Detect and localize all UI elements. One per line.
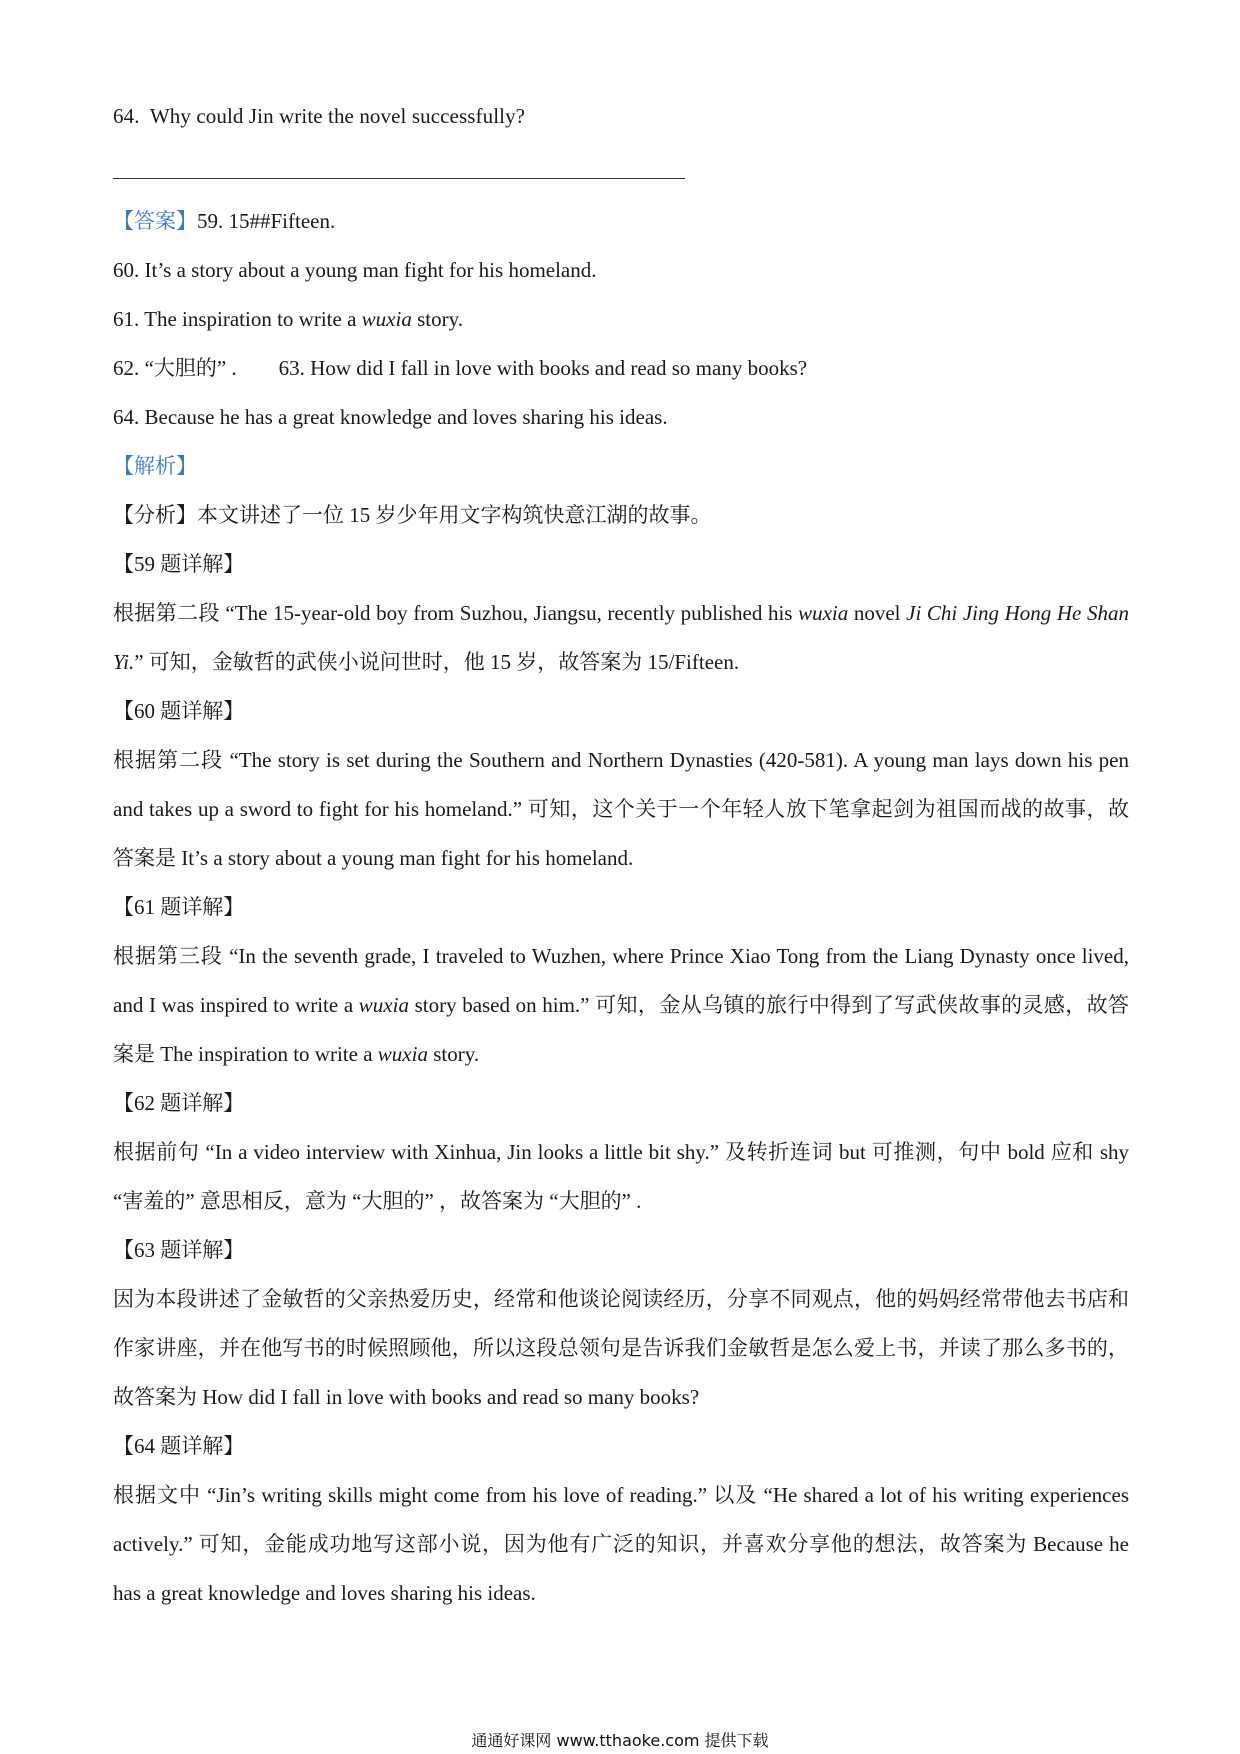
detail-63-heading: 【63 题详解】 (113, 1238, 245, 1262)
answer-59: 59. 15##Fifteen. (197, 209, 336, 233)
answer-59-line (113, 197, 1129, 246)
answer-blank-line (113, 178, 685, 179)
analysis-summary: 【分析】本文讲述了一位 15 岁少年用文字构筑快意江湖的故事。 (113, 503, 712, 527)
question-text: Why could Jin write the novel successfully? (149, 104, 526, 128)
solution-content (113, 197, 1129, 1618)
page-footer: 通通好课网 www.tthaoke.com 提供下载 (471, 1731, 769, 1750)
detail-62-heading: 【62 题详解】 (113, 1091, 245, 1115)
answer-63: 63. How did I fall in love with books and read so many books? (278, 356, 808, 380)
answer-62: 62. “大胆的” . (113, 356, 237, 380)
detail-64-text: 根据文中 “Jin’s writing skills might come from his love of reading.” 以及 “He shared a lot of his writing experiences actively.” 可知，金能成功地写这部小说，因为他有广泛的知识，并喜欢分享他的想法，故答案为 Because he has a great knowledge and loves sharing his ideas. (113, 1483, 1129, 1605)
question-64 (113, 104, 525, 129)
analysis-tag: 【解析】 (113, 454, 197, 478)
answer-64: 64. Because he has a great knowledge and loves sharing his ideas. (113, 405, 668, 429)
detail-59-text: 根据第二段 “The 15-year-old boy from Suzhou, Jiangsu, recently published his wuxia novel Ji Chi Jing Hong He Shan Yi.” 可知，金敏哲的武侠小说问世时，他 15 岁，故答案为 15/Fifteen. (113, 601, 1129, 674)
detail-62-text: 根据前句 “In a video interview with Xinhua, Jin looks a little bit shy.” 及转折连词 but 可推测，句中 bold 应和 shy “害羞的” 意思相反，意为 “大胆的” ，故答案为 “大胆的” . (113, 1140, 1129, 1213)
answer-tag: 【答案】 (113, 209, 197, 233)
answer-61: 61. The inspiration to write a wuxia story. (113, 307, 463, 331)
detail-63-text: 因为本段讲述了金敏哲的父亲热爱历史，经常和他谈论阅读经历，分享不同观点，他的妈妈经常带他去书店和作家讲座，并在他写书的时候照顾他，所以这段总领句是告诉我们金敏哲是怎么爱上书，并读了那么多书的，故答案为 How did I fall in love with books and read so many books? (113, 1287, 1129, 1409)
answer-62-63-line (113, 344, 1129, 393)
detail-61-text: 根据第三段 “In the seventh grade, I traveled to Wuzhen, where Prince Xiao Tong from the Liang Dynasty once lived, and I was inspired to write a wuxia story based on him.” 可知，金从乌镇的旅行中得到了写武侠故事的灵感，故答案是 The inspiration to write a wuxia story. (113, 944, 1129, 1066)
detail-60-heading: 【60 题详解】 (113, 699, 245, 723)
question-number: 64. (113, 104, 140, 128)
detail-64-heading: 【64 题详解】 (113, 1434, 245, 1458)
detail-60-text: 根据第二段 “The story is set during the Southern and Northern Dynasties (420-581). A young man lays down his pen and takes up a sword to fight for his homeland.” 可知，这个关于一个年轻人放下笔拿起剑为祖国而战的故事，故答案是 It’s a story about a young man fight for his homeland. (113, 748, 1129, 870)
detail-59-heading: 【59 题详解】 (113, 552, 245, 576)
answer-60: 60. It’s a story about a young man fight for his homeland. (113, 258, 597, 282)
detail-61-heading: 【61 题详解】 (113, 895, 245, 919)
